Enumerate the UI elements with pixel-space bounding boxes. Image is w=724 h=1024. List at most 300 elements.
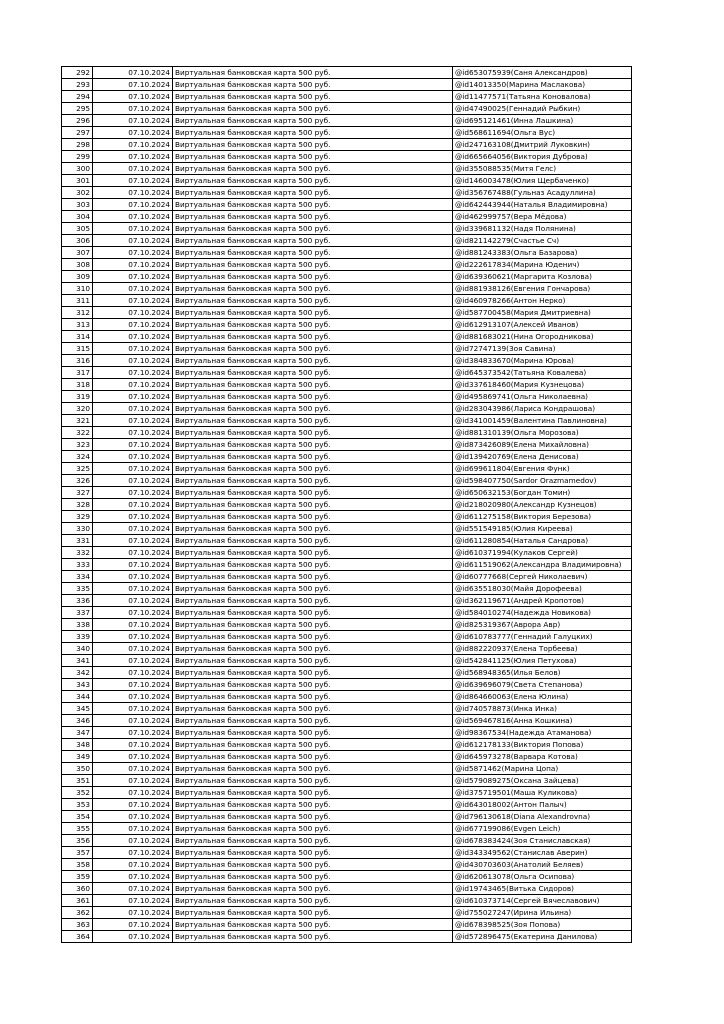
row-winner: @id610783777(Геннадий Галуцких) — [453, 631, 632, 643]
row-date: 07.10.2024 — [93, 103, 173, 115]
table-row — [62, 271, 632, 283]
row-date: 07.10.2024 — [93, 631, 173, 643]
row-winner: @id384833670(Марина Юрова) — [453, 355, 632, 367]
row-winner: @id98367534(Надежда Атаманова) — [453, 727, 632, 739]
table-row — [62, 91, 632, 103]
row-prize: Виртуальная банковская карта 500 руб. — [173, 67, 453, 79]
row-winner: @id643018002(Антон Палыч) — [453, 799, 632, 811]
table-row — [62, 439, 632, 451]
row-winner: @id362119671(Андрей Кропотов) — [453, 595, 632, 607]
row-prize: Виртуальная банковская карта 500 руб. — [173, 703, 453, 715]
row-prize: Виртуальная банковская карта 500 руб. — [173, 919, 453, 931]
row-number: 358 — [62, 859, 93, 871]
row-number: 318 — [62, 379, 93, 391]
row-winner: @id139420769(Елена Денисова) — [453, 451, 632, 463]
row-number: 298 — [62, 139, 93, 151]
table-row — [62, 907, 632, 919]
row-number: 342 — [62, 667, 93, 679]
row-date: 07.10.2024 — [93, 679, 173, 691]
row-winner: @id339681132(Надя Полянина) — [453, 223, 632, 235]
row-prize: Виртуальная банковская карта 500 руб. — [173, 283, 453, 295]
row-winner: @id551549185(Юлия Киреева) — [453, 523, 632, 535]
row-winner: @id611519062(Александра Владимировна) — [453, 559, 632, 571]
row-winner: @id14013350(Марина Маслакова) — [453, 79, 632, 91]
table-row — [62, 283, 632, 295]
row-number: 322 — [62, 427, 93, 439]
row-number: 336 — [62, 595, 93, 607]
row-prize: Виртуальная банковская карта 500 руб. — [173, 223, 453, 235]
row-number: 360 — [62, 883, 93, 895]
row-number: 338 — [62, 619, 93, 631]
table-row — [62, 355, 632, 367]
row-prize: Виртуальная банковская карта 500 руб. — [173, 691, 453, 703]
row-date: 07.10.2024 — [93, 859, 173, 871]
row-number: 339 — [62, 631, 93, 643]
table-row — [62, 247, 632, 259]
row-prize: Виртуальная банковская карта 500 руб. — [173, 211, 453, 223]
row-number: 331 — [62, 535, 93, 547]
table-row — [62, 823, 632, 835]
row-number: 329 — [62, 511, 93, 523]
row-date: 07.10.2024 — [93, 751, 173, 763]
row-winner: @id678383424(Зоя Станиславская) — [453, 835, 632, 847]
row-prize: Виртуальная банковская карта 500 руб. — [173, 427, 453, 439]
row-winner: @id568948365(Илья Белов) — [453, 667, 632, 679]
row-number: 353 — [62, 799, 93, 811]
row-prize: Виртуальная банковская карта 500 руб. — [173, 823, 453, 835]
row-winner: @id881310139(Ольга Морозова) — [453, 427, 632, 439]
row-winner: @id222617834(Марина Юденич) — [453, 259, 632, 271]
row-prize: Виртуальная банковская карта 500 руб. — [173, 331, 453, 343]
row-winner: @id612913107(Алексей Иванов) — [453, 319, 632, 331]
row-prize: Виртуальная банковская карта 500 руб. — [173, 379, 453, 391]
row-date: 07.10.2024 — [93, 799, 173, 811]
row-date: 07.10.2024 — [93, 883, 173, 895]
row-prize: Виртуальная банковская карта 500 руб. — [173, 799, 453, 811]
table-row — [62, 451, 632, 463]
table-row — [62, 223, 632, 235]
row-date: 07.10.2024 — [93, 559, 173, 571]
row-prize: Виртуальная банковская карта 500 руб. — [173, 679, 453, 691]
table-row — [62, 139, 632, 151]
row-number: 356 — [62, 835, 93, 847]
row-number: 321 — [62, 415, 93, 427]
row-prize: Виртуальная банковская карта 500 руб. — [173, 451, 453, 463]
row-prize: Виртуальная банковская карта 500 руб. — [173, 391, 453, 403]
row-date: 07.10.2024 — [93, 895, 173, 907]
row-winner: @id146003478(Юлия Щербаченко) — [453, 175, 632, 187]
row-date: 07.10.2024 — [93, 919, 173, 931]
table-row — [62, 607, 632, 619]
row-winner: @id610373714(Сергей Вячеславович) — [453, 895, 632, 907]
row-prize: Виртуальная банковская карта 500 руб. — [173, 487, 453, 499]
row-date: 07.10.2024 — [93, 499, 173, 511]
row-prize: Виртуальная банковская карта 500 руб. — [173, 259, 453, 271]
row-prize: Виртуальная банковская карта 500 руб. — [173, 907, 453, 919]
row-number: 305 — [62, 223, 93, 235]
row-prize: Виртуальная банковская карта 500 руб. — [173, 667, 453, 679]
table-row — [62, 391, 632, 403]
row-winner: @id639696079(Света Степанова) — [453, 679, 632, 691]
row-number: 346 — [62, 715, 93, 727]
row-prize: Виртуальная банковская карта 500 руб. — [173, 751, 453, 763]
row-date: 07.10.2024 — [93, 763, 173, 775]
row-winner: @id882220937(Елена Торбеева) — [453, 643, 632, 655]
table-row — [62, 775, 632, 787]
row-date: 07.10.2024 — [93, 199, 173, 211]
row-prize: Виртуальная банковская карта 500 руб. — [173, 619, 453, 631]
table-row — [62, 475, 632, 487]
row-prize: Виртуальная банковская карта 500 руб. — [173, 187, 453, 199]
row-number: 302 — [62, 187, 93, 199]
row-winner: @id699611804(Евгения Функ) — [453, 463, 632, 475]
row-number: 309 — [62, 271, 93, 283]
row-prize: Виртуальная банковская карта 500 руб. — [173, 403, 453, 415]
table-row — [62, 679, 632, 691]
row-winner: @id5871462(Марина Цопа) — [453, 763, 632, 775]
table-row — [62, 379, 632, 391]
table-row — [62, 115, 632, 127]
row-number: 307 — [62, 247, 93, 259]
row-date: 07.10.2024 — [93, 775, 173, 787]
row-prize: Виртуальная банковская карта 500 руб. — [173, 931, 453, 943]
table-row — [62, 571, 632, 583]
row-date: 07.10.2024 — [93, 403, 173, 415]
table-row — [62, 499, 632, 511]
row-date: 07.10.2024 — [93, 259, 173, 271]
row-date: 07.10.2024 — [93, 571, 173, 583]
row-number: 323 — [62, 439, 93, 451]
row-date: 07.10.2024 — [93, 271, 173, 283]
row-number: 311 — [62, 295, 93, 307]
row-prize: Виртуальная банковская карта 500 руб. — [173, 355, 453, 367]
row-prize: Виртуальная банковская карта 500 руб. — [173, 295, 453, 307]
table-row — [62, 595, 632, 607]
row-winner: @id11477571(Татьяна Коновалова) — [453, 91, 632, 103]
row-prize: Виртуальная банковская карта 500 руб. — [173, 535, 453, 547]
row-date: 07.10.2024 — [93, 451, 173, 463]
row-winner: @id653075939(Саня Александров) — [453, 67, 632, 79]
row-number: 301 — [62, 175, 93, 187]
row-date: 07.10.2024 — [93, 283, 173, 295]
table-row — [62, 163, 632, 175]
row-date: 07.10.2024 — [93, 307, 173, 319]
row-number: 295 — [62, 103, 93, 115]
row-winner: @id645973278(Варвара Котова) — [453, 751, 632, 763]
row-winner: @id611275158(Виктория Березова) — [453, 511, 632, 523]
row-date: 07.10.2024 — [93, 823, 173, 835]
row-date: 07.10.2024 — [93, 607, 173, 619]
row-number: 293 — [62, 79, 93, 91]
row-date: 07.10.2024 — [93, 907, 173, 919]
row-winner: @id635518030(Майя Дорофеева) — [453, 583, 632, 595]
row-prize: Виртуальная банковская карта 500 руб. — [173, 511, 453, 523]
row-winner: @id60777668(Сергей Николаевич) — [453, 571, 632, 583]
row-number: 316 — [62, 355, 93, 367]
table-row — [62, 367, 632, 379]
row-number: 303 — [62, 199, 93, 211]
row-date: 07.10.2024 — [93, 319, 173, 331]
table-row — [62, 523, 632, 535]
row-winner: @id645373542(Татьяна Ковалева) — [453, 367, 632, 379]
table-row — [62, 883, 632, 895]
row-prize: Виртуальная банковская карта 500 руб. — [173, 163, 453, 175]
row-number: 326 — [62, 475, 93, 487]
row-date: 07.10.2024 — [93, 871, 173, 883]
table-row — [62, 307, 632, 319]
row-winner: @id587700458(Мария Дмитриевна) — [453, 307, 632, 319]
row-number: 294 — [62, 91, 93, 103]
row-winner: @id569467816(Анна Кошкина) — [453, 715, 632, 727]
row-date: 07.10.2024 — [93, 91, 173, 103]
row-prize: Виртуальная банковская карта 500 руб. — [173, 463, 453, 475]
winners-table — [61, 66, 632, 943]
table-row — [62, 415, 632, 427]
row-date: 07.10.2024 — [93, 739, 173, 751]
row-winner: @id821142279(Счастье Сч) — [453, 235, 632, 247]
row-date: 07.10.2024 — [93, 295, 173, 307]
row-date: 07.10.2024 — [93, 175, 173, 187]
row-number: 315 — [62, 343, 93, 355]
row-winner: @id873426089(Елена Михайловна) — [453, 439, 632, 451]
row-date: 07.10.2024 — [93, 439, 173, 451]
row-number: 313 — [62, 319, 93, 331]
row-prize: Виртуальная банковская карта 500 руб. — [173, 787, 453, 799]
table-row — [62, 751, 632, 763]
row-prize: Виртуальная банковская карта 500 руб. — [173, 547, 453, 559]
table-row — [62, 463, 632, 475]
table-row — [62, 403, 632, 415]
row-number: 343 — [62, 679, 93, 691]
row-number: 319 — [62, 391, 93, 403]
row-winner: @id881938126(Евгения Гончарова) — [453, 283, 632, 295]
row-prize: Виртуальная банковская карта 500 руб. — [173, 199, 453, 211]
table-row — [62, 703, 632, 715]
table-row — [62, 691, 632, 703]
row-winner: @id611280854(Наталья Сандрова) — [453, 535, 632, 547]
row-winner: @id612178133(Виктория Попова) — [453, 739, 632, 751]
row-date: 07.10.2024 — [93, 811, 173, 823]
row-prize: Виртуальная банковская карта 500 руб. — [173, 115, 453, 127]
table-row — [62, 739, 632, 751]
row-date: 07.10.2024 — [93, 655, 173, 667]
table-row — [62, 235, 632, 247]
table-row — [62, 199, 632, 211]
row-number: 312 — [62, 307, 93, 319]
row-prize: Виртуальная банковская карта 500 руб. — [173, 775, 453, 787]
row-winner: @id695121461(Инна Лашкина) — [453, 115, 632, 127]
table-row — [62, 859, 632, 871]
row-number: 304 — [62, 211, 93, 223]
row-prize: Виртуальная банковская карта 500 руб. — [173, 139, 453, 151]
row-date: 07.10.2024 — [93, 343, 173, 355]
row-date: 07.10.2024 — [93, 667, 173, 679]
row-prize: Виртуальная банковская карта 500 руб. — [173, 499, 453, 511]
row-number: 337 — [62, 607, 93, 619]
row-date: 07.10.2024 — [93, 487, 173, 499]
row-winner: @id375719501(Маша Куликова) — [453, 787, 632, 799]
row-date: 07.10.2024 — [93, 727, 173, 739]
table-row — [62, 187, 632, 199]
table-row — [62, 835, 632, 847]
row-number: 351 — [62, 775, 93, 787]
table-row — [62, 643, 632, 655]
row-number: 333 — [62, 559, 93, 571]
row-winner: @id247163108(Дмитрий Луковкин) — [453, 139, 632, 151]
row-date: 07.10.2024 — [93, 163, 173, 175]
row-date: 07.10.2024 — [93, 835, 173, 847]
row-number: 362 — [62, 907, 93, 919]
row-winner: @id598407750(Sardor Orazmamedov) — [453, 475, 632, 487]
row-prize: Виртуальная банковская карта 500 руб. — [173, 835, 453, 847]
row-number: 345 — [62, 703, 93, 715]
table-row — [62, 931, 632, 943]
row-number: 359 — [62, 871, 93, 883]
row-prize: Виртуальная банковская карта 500 руб. — [173, 595, 453, 607]
row-number: 352 — [62, 787, 93, 799]
row-winner: @id355088535(Митя Гелс) — [453, 163, 632, 175]
row-prize: Виртуальная банковская карта 500 руб. — [173, 235, 453, 247]
row-winner: @id356767488(Гульназ Асадуллина) — [453, 187, 632, 199]
row-prize: Виртуальная банковская карта 500 руб. — [173, 847, 453, 859]
row-prize: Виртуальная банковская карта 500 руб. — [173, 859, 453, 871]
row-winner: @id568611694(Ольга Вус) — [453, 127, 632, 139]
row-date: 07.10.2024 — [93, 931, 173, 943]
row-prize: Виртуальная банковская карта 500 руб. — [173, 175, 453, 187]
row-winner: @id755027247(Ирина Ильина) — [453, 907, 632, 919]
row-number: 327 — [62, 487, 93, 499]
row-winner: @id665664056(Виктория Дуброва) — [453, 151, 632, 163]
row-prize: Виртуальная банковская карта 500 руб. — [173, 367, 453, 379]
table-row — [62, 67, 632, 79]
row-winner: @id462999757(Вера Мёдова) — [453, 211, 632, 223]
table-row — [62, 619, 632, 631]
row-winner: @id881243383(Ольга Базарова) — [453, 247, 632, 259]
row-number: 308 — [62, 259, 93, 271]
row-prize: Виртуальная банковская карта 500 руб. — [173, 895, 453, 907]
table-row — [62, 211, 632, 223]
row-number: 350 — [62, 763, 93, 775]
row-winner: @id572896475(Екатерина Данилова) — [453, 931, 632, 943]
row-prize: Виртуальная банковская карта 500 руб. — [173, 307, 453, 319]
row-date: 07.10.2024 — [93, 715, 173, 727]
row-number: 344 — [62, 691, 93, 703]
table-row — [62, 799, 632, 811]
row-date: 07.10.2024 — [93, 691, 173, 703]
table-row — [62, 535, 632, 547]
row-number: 300 — [62, 163, 93, 175]
row-date: 07.10.2024 — [93, 463, 173, 475]
row-date: 07.10.2024 — [93, 511, 173, 523]
row-number: 314 — [62, 331, 93, 343]
row-number: 335 — [62, 583, 93, 595]
row-prize: Виртуальная банковская карта 500 руб. — [173, 475, 453, 487]
row-number: 292 — [62, 67, 93, 79]
row-winner: @id341001459(Валентина Павлиновна) — [453, 415, 632, 427]
row-winner: @id620613078(Ольга Осипова) — [453, 871, 632, 883]
row-winner: @id579089275(Оксана Зайцева) — [453, 775, 632, 787]
row-number: 325 — [62, 463, 93, 475]
table-row — [62, 295, 632, 307]
table-row — [62, 667, 632, 679]
row-winner: @id825319367(Аврора Авр) — [453, 619, 632, 631]
row-number: 317 — [62, 367, 93, 379]
row-winner: @id610371994(Кулаков Сергей) — [453, 547, 632, 559]
table-row — [62, 811, 632, 823]
row-winner: @id47490025(Геннадий Рыбкин) — [453, 103, 632, 115]
row-winner: @id460978266(Антон Нерко) — [453, 295, 632, 307]
row-date: 07.10.2024 — [93, 235, 173, 247]
row-winner: @id72747139(Зоя Савина) — [453, 343, 632, 355]
row-prize: Виртуальная банковская карта 500 руб. — [173, 811, 453, 823]
row-date: 07.10.2024 — [93, 427, 173, 439]
row-prize: Виртуальная банковская карта 500 руб. — [173, 439, 453, 451]
row-date: 07.10.2024 — [93, 703, 173, 715]
row-date: 07.10.2024 — [93, 787, 173, 799]
table-row — [62, 895, 632, 907]
table-row — [62, 847, 632, 859]
table-row — [62, 103, 632, 115]
row-prize: Виртуальная банковская карта 500 руб. — [173, 319, 453, 331]
row-prize: Виртуальная банковская карта 500 руб. — [173, 247, 453, 259]
row-date: 07.10.2024 — [93, 367, 173, 379]
table-row — [62, 919, 632, 931]
row-winner: @id337618460(Мария Кузнецова) — [453, 379, 632, 391]
row-winner: @id542841125(Юлия Петухова) — [453, 655, 632, 667]
row-date: 07.10.2024 — [93, 127, 173, 139]
row-number: 324 — [62, 451, 93, 463]
table-row — [62, 511, 632, 523]
row-prize: Виртуальная банковская карта 500 руб. — [173, 79, 453, 91]
row-prize: Виртуальная банковская карта 500 руб. — [173, 715, 453, 727]
row-date: 07.10.2024 — [93, 115, 173, 127]
row-number: 349 — [62, 751, 93, 763]
row-prize: Виртуальная банковская карта 500 руб. — [173, 271, 453, 283]
row-prize: Виртуальная банковская карта 500 руб. — [173, 655, 453, 667]
row-prize: Виртуальная банковская карта 500 руб. — [173, 523, 453, 535]
row-number: 364 — [62, 931, 93, 943]
row-winner: @id343349562(Станислав Аверин) — [453, 847, 632, 859]
row-prize: Виртуальная банковская карта 500 руб. — [173, 643, 453, 655]
table-row — [62, 175, 632, 187]
table-row — [62, 727, 632, 739]
row-date: 07.10.2024 — [93, 523, 173, 535]
table-row — [62, 559, 632, 571]
table-row — [62, 487, 632, 499]
row-prize: Виртуальная банковская карта 500 руб. — [173, 883, 453, 895]
row-number: 306 — [62, 235, 93, 247]
row-prize: Виртуальная банковская карта 500 руб. — [173, 607, 453, 619]
row-number: 334 — [62, 571, 93, 583]
row-number: 332 — [62, 547, 93, 559]
row-winner: @id495869741(Ольга Николаевна) — [453, 391, 632, 403]
row-date: 07.10.2024 — [93, 187, 173, 199]
table-row — [62, 127, 632, 139]
row-date: 07.10.2024 — [93, 535, 173, 547]
row-prize: Виртуальная банковская карта 500 руб. — [173, 571, 453, 583]
row-prize: Виртуальная банковская карта 500 руб. — [173, 739, 453, 751]
row-number: 340 — [62, 643, 93, 655]
row-winner: @id740578873(Инка Инка) — [453, 703, 632, 715]
row-date: 07.10.2024 — [93, 67, 173, 79]
row-number: 347 — [62, 727, 93, 739]
table-row — [62, 79, 632, 91]
table-row — [62, 763, 632, 775]
row-winner: @id584010274(Надежда Новикова) — [453, 607, 632, 619]
table-row — [62, 151, 632, 163]
winners-table-body — [62, 67, 632, 943]
row-winner: @id677199086(Evgen Leich) — [453, 823, 632, 835]
